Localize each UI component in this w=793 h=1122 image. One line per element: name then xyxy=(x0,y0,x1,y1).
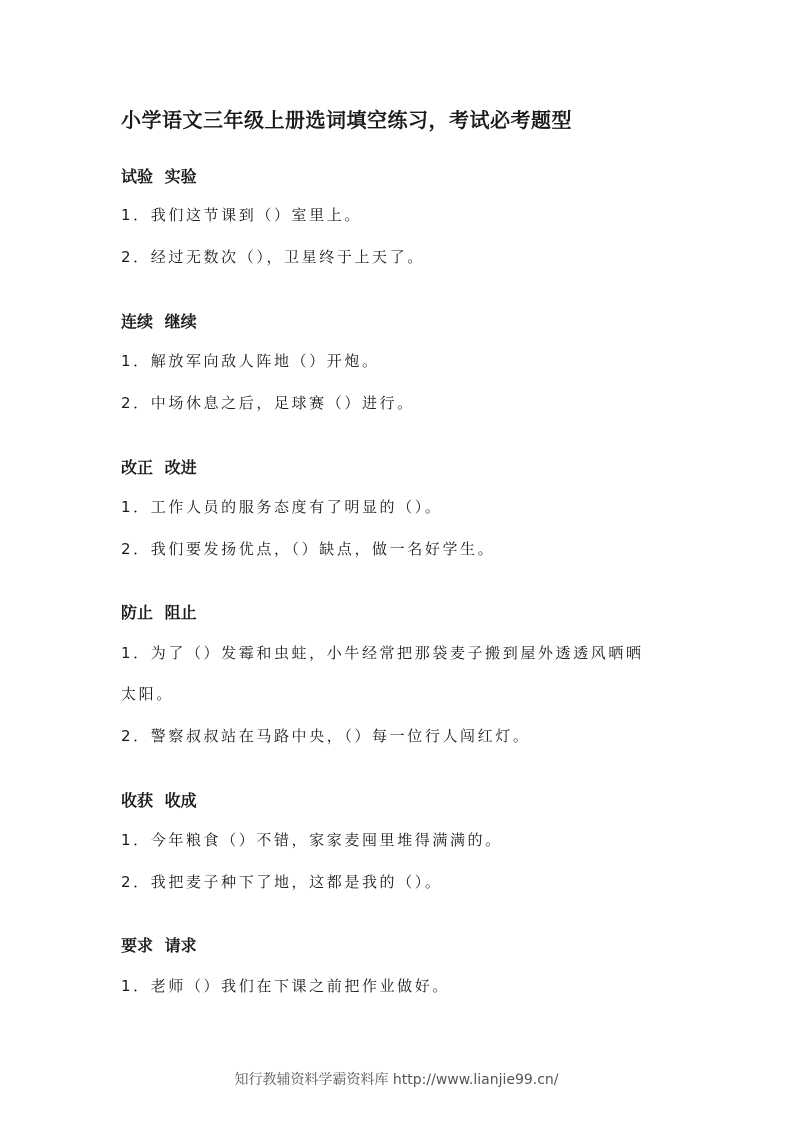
page-title: 小学语文三年级上册选词填空练习，考试必考题型 xyxy=(121,108,572,132)
exercise-line: 1．老师（）我们在下课之前把作业做好。 xyxy=(121,977,450,995)
exercise-line: 1．我们这节课到（）室里上。 xyxy=(121,206,362,224)
exercise-line: 2．经过无数次（），卫星终于上天了。 xyxy=(121,248,425,266)
footer-watermark: 知行教辅资料学霸资料库 http://www.lianjie99.cn/ xyxy=(234,1072,559,1088)
group-heading: 试验 实验 xyxy=(121,167,197,186)
exercise-line: 2．我把麦子种下了地，这都是我的（）。 xyxy=(121,873,443,891)
group-heading: 改正 改进 xyxy=(121,458,197,477)
exercise-line: 太阳。 xyxy=(121,685,174,703)
exercise-line: 1．为了（）发霉和虫蛀，小牛经常把那袋麦子搬到屋外透透风晒晒 xyxy=(121,644,644,662)
group-heading: 防止 阻止 xyxy=(121,603,197,622)
exercise-line: 1．今年粮食（）不错，家家麦囤里堆得满满的。 xyxy=(121,831,503,849)
exercise-line: 1．解放军向敌人阵地（）开炮。 xyxy=(121,352,380,370)
group-heading: 要求 请求 xyxy=(121,936,197,955)
group-heading: 连续 继续 xyxy=(121,312,197,331)
exercise-line: 2．中场休息之后，足球赛（）进行。 xyxy=(121,394,415,412)
group-heading: 收获 收成 xyxy=(121,791,197,810)
exercise-line: 1．工作人员的服务态度有了明显的（）。 xyxy=(121,498,443,516)
exercise-line: 2．警察叔叔站在马路中央，（）每一位行人闯红灯。 xyxy=(121,727,531,745)
exercise-line: 2．我们要发扬优点，（）缺点，做一名好学生。 xyxy=(121,540,496,558)
